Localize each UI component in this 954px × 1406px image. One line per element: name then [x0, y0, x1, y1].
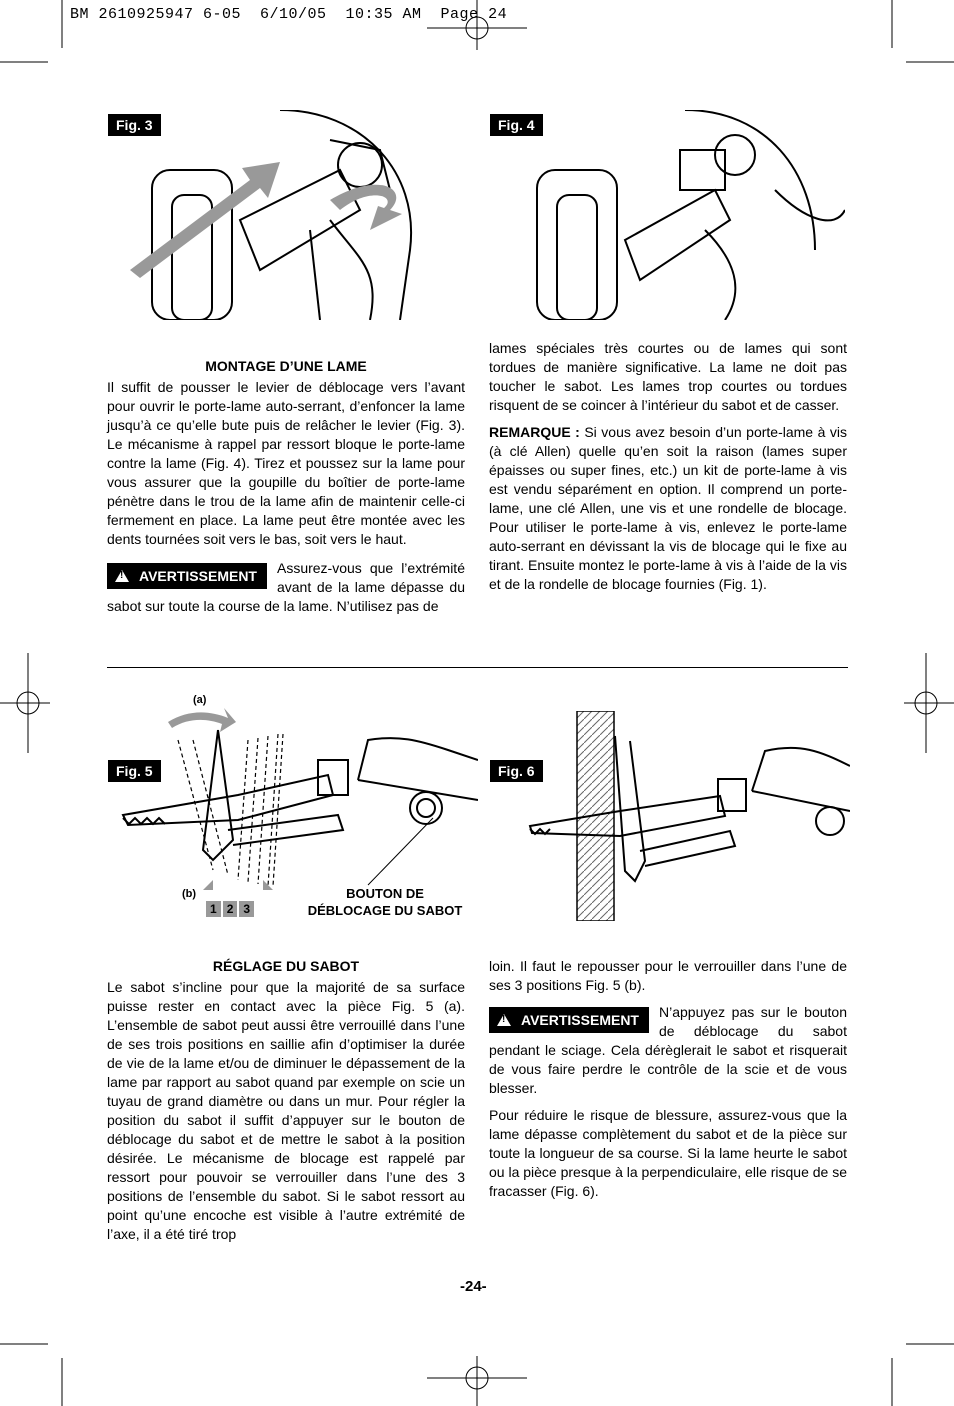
fig5-illustration: [118, 700, 478, 890]
fig3-illustration: [130, 110, 460, 320]
callout-line-1: BOUTON DE: [346, 886, 424, 901]
section2-left-column: [107, 957, 465, 1252]
section1-right-column: [489, 339, 847, 602]
print-slug: BM 2610925947 6-05 6/10/05 10:35 AM Page 24: [70, 6, 508, 23]
section1-heading: MONTAGE D’UNE LAME: [205, 358, 367, 374]
arrow-rotate-icon: [330, 185, 402, 230]
section2-warning-text: N’appuyez pas sur le bouton de déblocage du sabot pendant le sciage. Cela dérèglerait le sabot et risquerait de vous faire perdre le contrôle de la scie et de vous blesser.: [489, 1004, 847, 1096]
fig4-label: Fig. 4: [490, 114, 543, 136]
fig6-illustration: [520, 711, 850, 921]
section2-right-column: [489, 957, 847, 1209]
section-divider: [107, 667, 848, 668]
section2-heading: RÉGLAGE DU SABOT: [212, 958, 360, 974]
section1-warning-label: AVERTISSEMENT: [139, 568, 257, 584]
position-1: 1: [206, 901, 221, 917]
section1-left-column: [107, 357, 465, 616]
section2-right-paragraph-2: Pour réduire le risque de blessure, assurez-vous que la lame dépasse complètement du sabot et de la pièce sur toute la longueur de sa course. Si la lame heurte le sabot ou la pièce presque à la perpendiculaire, elle risque de se fracasser (Fig. 6).: [489, 1107, 848, 1199]
section1-right-paragraph: lames spéciales très courtes ou de lames qui sont tordues de manière significative. La lame ne doit pas toucher le sabot. Les lames trop courtes ou tordues risquent de se coincer à l’intérieur du sabot et de casser.: [489, 340, 847, 413]
section1-left-paragraph: Il suffit de pousser le levier de déblocage vers l’avant pour ouvrir le porte-lame auto-serrant, d’enfoncer la lame jusqu’à ce qu’elle bute puis de relâcher le levier (Fig. 3). Le mécanisme à rappel par ressort bloque le porte-lame contre la lame (Fig. 4). Tirez et poussez sur la lame pour vous assurer que la goupille du boîtier de porte-lame pénètre dans le trou de la lame afin de maintenir celle-ci fermement en place. La lame peut être montée avec les dents tournées soit vers le bas, soit vers le haut.: [107, 379, 465, 547]
fig5-label: Fig. 5: [108, 760, 161, 782]
remarque-text: Si vous avez besoin d’un porte-lame à vis (à clé Allen) quelle qu’en soit la raison (lames super épaisses ou super fines, etc.) un kit de porte-lame à vis est vendu séparément en option. Il comprend un porte-lame, une clé Allen, une vis et une rondelle de blocage. Pour utiliser le porte-lame à vis, enlevez le porte-lame auto-serrant en dévissant la vis de blocage qui le fixe au tirant. Ensuite montez le porte-lame à vis à l’aide de la vis et de la rondelle de blocage fournies (Fig. 1).: [489, 424, 847, 592]
position-3: 3: [239, 901, 254, 917]
remarque-paragraph: [489, 423, 847, 594]
fig4-illustration: [515, 110, 845, 320]
section1-warning-text: Assurez-vous que l’extrémité avant de la lame dépasse du sabot sur toute la course de la lame. N’utilisez pas de: [107, 560, 465, 614]
page-number: -24-: [460, 1278, 487, 1295]
left-arrow-icon: [203, 880, 213, 890]
fig5-position-indicator: [206, 900, 256, 918]
callout-line-2: DÉBLOCAGE DU SABOT: [307, 903, 463, 918]
warning-triangle-icon: [115, 570, 129, 582]
section2-right-paragraph: loin. Il faut le repousser pour le verrouiller dans l’une de ses 3 positions Fig. 5 (b).: [489, 958, 847, 993]
fig5-marker-a: (a): [193, 694, 207, 706]
section2-left-paragraph: Le sabot s’incline pour que la majorité de sa surface puisse rester en contact avec la pièce Fig. 5 (a). L’ensemble de sabot peut aussi être verrouillé dans l’une de ses trois positions en saillie afin d’optimiser la durée de vie de la lame et/ou de diminuer le dépassement de la lame par rapport au sabot quand par exemple on scie un tuyau de grand diamètre ou dans un mur. Pour régler la position du sabot il suffit d’appuyer sur le bouton de déblocage du sabot et de mettre le sabot à la position désirée. Le mécanisme de blocage est rappelé par ressort pour pouvoir se verrouiller dans l’une des 3 positions de l’ensemble du sabot. Si le sabot ressort au point qu’une encoche est visible à l’autre extrémité de l’axe, il a été tiré trop: [107, 979, 465, 1242]
warning-triangle-icon: [497, 1014, 511, 1026]
tilt-arrow-icon: [168, 708, 236, 732]
fig5-callout: [300, 885, 470, 919]
position-2: 2: [223, 901, 238, 917]
section2-warning-label: AVERTISSEMENT: [521, 1012, 639, 1028]
section1-warning-badge: [107, 563, 267, 589]
fig3-label: Fig. 3: [108, 114, 161, 136]
fig6-label: Fig. 6: [490, 760, 543, 782]
remarque-label: REMARQUE :: [489, 424, 580, 440]
section2-warning-badge: [489, 1007, 649, 1033]
fig5-marker-b: (b): [182, 888, 197, 900]
